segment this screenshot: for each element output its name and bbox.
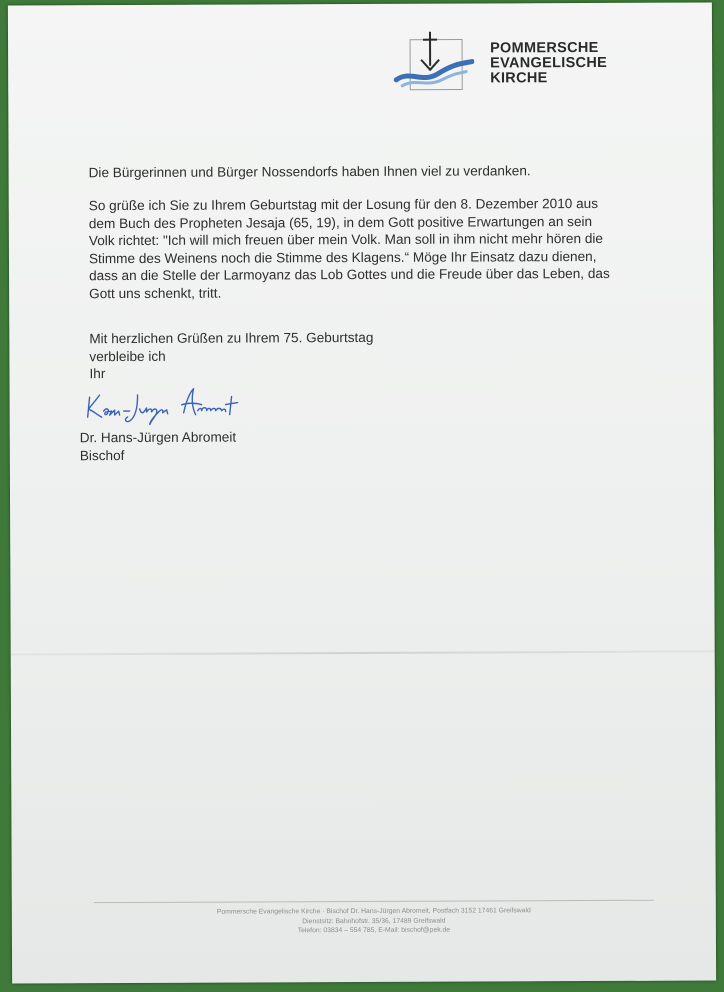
paragraph-line: Volk richtet: "Ich will mich freuen über mein Volk. Man soll in ihm nicht mehr hören die — [88, 230, 603, 249]
letter-greeting: Die Bürgerinnen und Bürger Nossendorfs haben Ihnen viel zu verdanken. — [88, 163, 531, 181]
paper-fold-line — [11, 650, 715, 655]
footer-line-1: Pommersche Evangelische Kirche · Bischof Dr. Hans-Jürgen Abromeit, Postfach 3152 17461 Greifswald — [216, 907, 531, 916]
cross-and-waves-logo — [390, 30, 474, 94]
paragraph-line: So grüße ich Sie zu Ihrem Geburtstag mit der Losung für den 8. Dezember 2010 aus — [88, 195, 599, 214]
org-line-2: EVANGELISCHE — [490, 54, 608, 72]
paragraph-line: Gott uns schenkt, tritt. — [89, 285, 222, 301]
signer-title: Bischof — [79, 447, 125, 463]
closing-line: verbleibe ich — [89, 348, 166, 364]
paragraph-line: Stimme des Weinens noch die Stimme des Klagens.“ Möge Ihr Einsatz dazu dienen, — [88, 248, 597, 266]
signer-name: Dr. Hans-Jürgen Abromeit — [79, 429, 237, 446]
closing-line: Mit herzlichen Grüßen zu Ihrem 75. Geburtstag — [89, 329, 374, 347]
organization-name — [490, 41, 607, 87]
paragraph-line: dass an die Stelle der Larmoyanz das Lob Gottes und die Freude über das Leben, das — [89, 265, 610, 284]
org-line-1: POMMERSCHE — [490, 39, 599, 57]
letter-body-paragraph — [89, 195, 649, 302]
letter-footer — [94, 906, 654, 937]
footer-line-2: Dienstsitz: Bahnhofstr. 35/36, 17489 Greifswald — [302, 917, 446, 925]
footer-divider — [94, 900, 654, 903]
letter-closing — [89, 329, 373, 383]
org-line-3: KIRCHE — [490, 70, 548, 87]
letter-sheet — [8, 2, 716, 983]
footer-line-3: Telefon: 03834 – 554 785, E-Mail: bischof@pek.de — [297, 926, 451, 935]
closing-line: Ihr — [89, 366, 106, 382]
paragraph-line: dem Buch des Propheten Jesaja (65, 19), in dem Gott positive Erwartungen an sein — [88, 213, 593, 231]
handwritten-signature — [80, 382, 250, 425]
signer-block — [80, 429, 237, 465]
